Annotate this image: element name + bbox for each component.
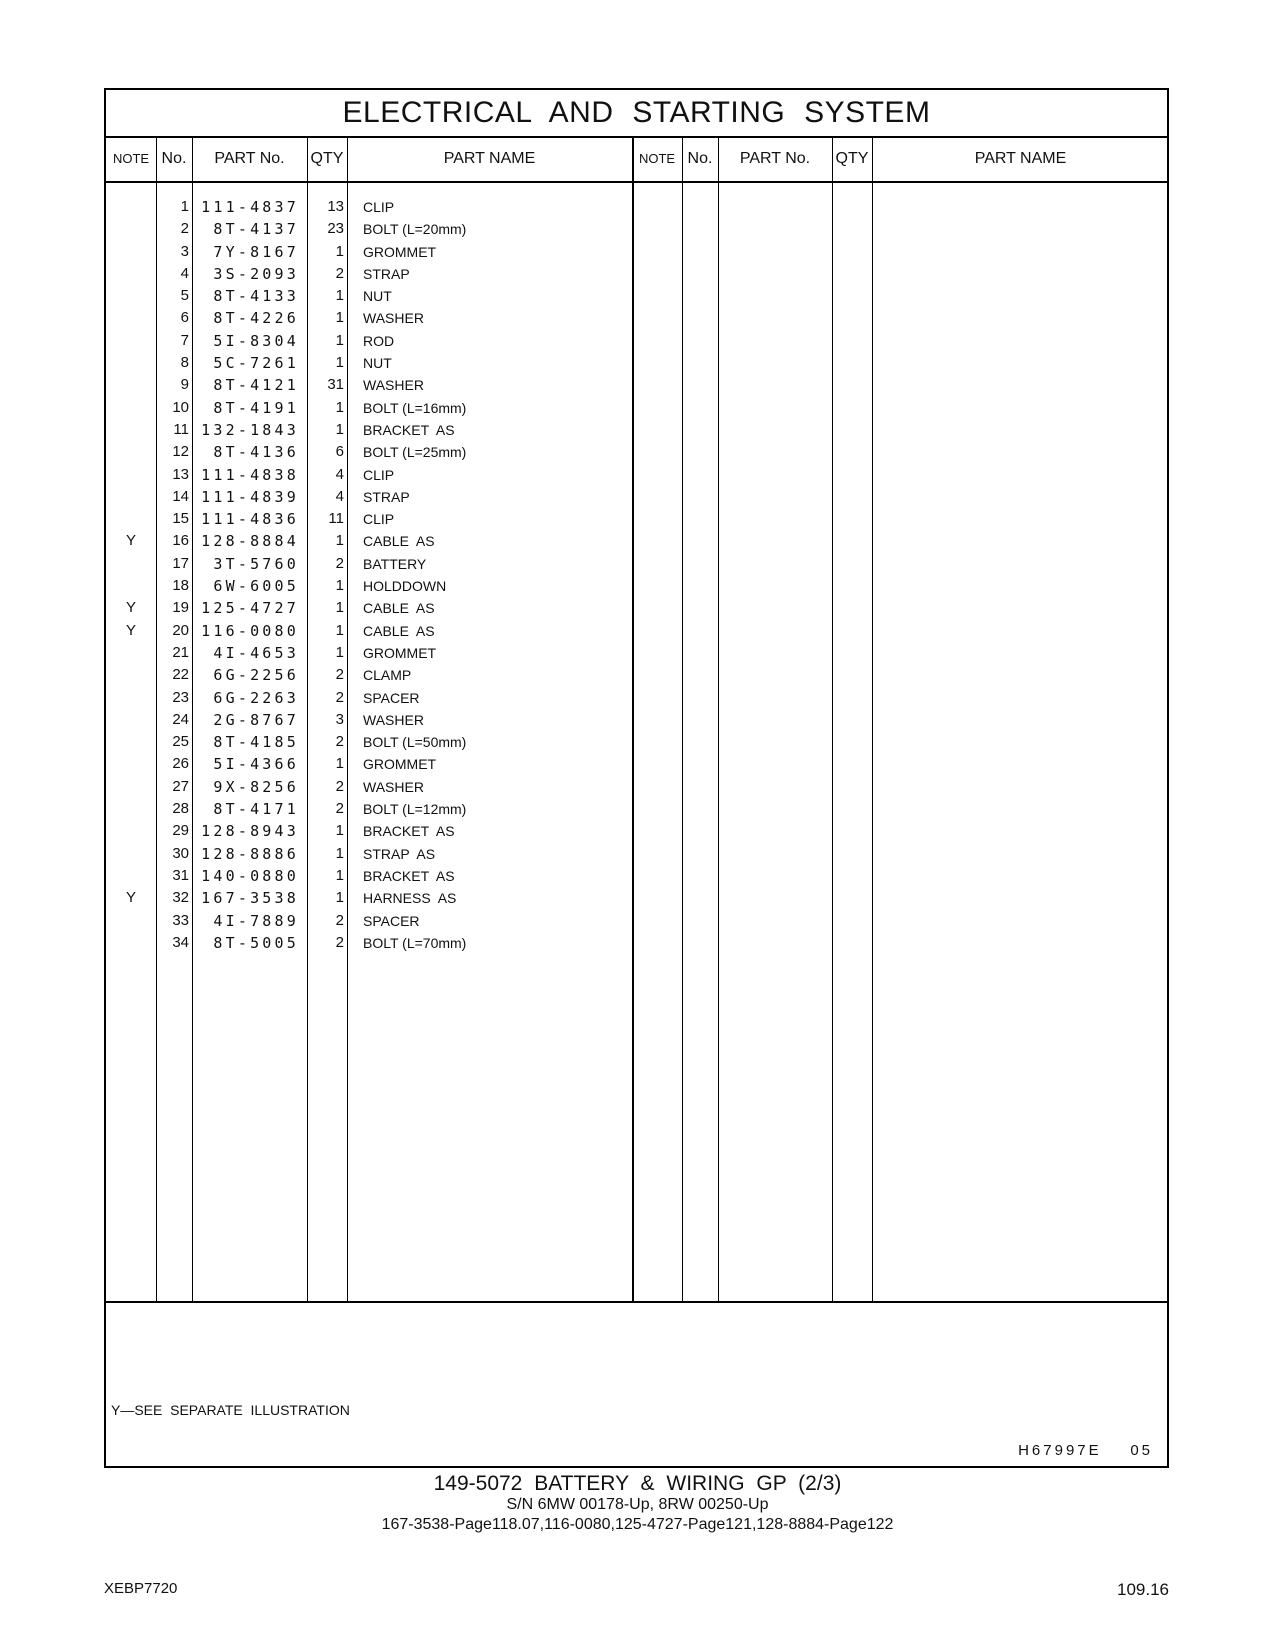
table-row (106, 575, 1167, 597)
table-row (106, 687, 1167, 709)
item-number-cell: 30 (172, 844, 189, 862)
item-number-cell: 5 (180, 287, 189, 305)
part-number-cell: 8T-4133 (213, 287, 299, 306)
table-row (106, 843, 1167, 865)
part-name-cell: WASHER (363, 778, 424, 795)
quantity-cell: 11 (328, 510, 344, 528)
item-number-cell: 6 (180, 309, 189, 327)
part-number-cell: 111-4838 (201, 465, 299, 484)
part-number-cell: 111-4839 (201, 487, 299, 506)
item-number-cell: 32 (172, 889, 189, 907)
footnote: Y—SEE SEPARATE ILLUSTRATION (111, 1402, 350, 1418)
part-name-cell: CABLE AS (363, 600, 435, 617)
part-name-cell: CLIP (363, 466, 395, 483)
quantity-cell: 1 (335, 577, 344, 595)
table-row (106, 241, 1167, 263)
header-note: NOTE (112, 151, 150, 166)
table-row (106, 865, 1167, 887)
page-references: 167-3538-Page118.07,116-0080,125-4727-Page121,128-8884-Page122 (381, 1516, 894, 1533)
table-row (106, 731, 1167, 753)
part-name-cell: NUT (363, 355, 392, 372)
header-divider (106, 181, 1167, 183)
part-number-cell: 5C-7261 (213, 354, 299, 373)
header-part-no-right: PART No. (739, 150, 811, 167)
parts-list-frame (104, 88, 1169, 1468)
part-number-cell: 125-4727 (201, 599, 299, 618)
quantity-cell: 1 (335, 844, 344, 862)
item-number-cell: 29 (172, 822, 189, 840)
part-number-cell: 8T-4191 (213, 398, 299, 417)
part-name-cell: ROD (363, 332, 395, 349)
table-row (106, 642, 1167, 664)
part-name-cell: CLAMP (363, 667, 412, 684)
quantity-cell: 1 (335, 755, 344, 773)
part-name-cell: BOLT (L=50mm) (363, 734, 467, 751)
part-name-cell: BOLT (L=70mm) (363, 934, 467, 951)
part-name-cell: WASHER (363, 310, 424, 327)
part-number-cell: 9X-8256 (213, 777, 299, 796)
table-row (106, 486, 1167, 508)
quantity-cell: 1 (335, 287, 344, 305)
part-number-cell: 116-0080 (201, 621, 299, 640)
table-row (106, 910, 1167, 932)
part-number-cell: 5I-8304 (213, 331, 299, 350)
part-number-cell: 6G-2256 (213, 666, 299, 685)
part-name-cell: GROMMET (363, 644, 437, 661)
item-number-cell: 13 (172, 465, 189, 483)
item-number-cell: 9 (180, 376, 189, 394)
note-cell: Y (125, 599, 136, 617)
item-number-cell: 27 (172, 777, 189, 795)
table-row (106, 285, 1167, 307)
quantity-cell: 2 (335, 733, 344, 751)
quantity-cell: 4 (335, 487, 344, 505)
item-number-cell: 14 (172, 487, 189, 505)
item-number-cell: 33 (172, 911, 189, 929)
part-name-cell: STRAP AS (363, 845, 436, 862)
part-name-cell: STRAP (363, 265, 410, 282)
header-no-right: No. (687, 150, 713, 167)
part-name-cell: WASHER (363, 377, 424, 394)
quantity-cell: 1 (335, 242, 344, 260)
footer-divider (106, 1301, 1167, 1303)
table-row (106, 307, 1167, 329)
table-row (106, 218, 1167, 240)
header-qty-right: QTY (835, 150, 869, 167)
item-number-cell: 11 (173, 420, 189, 438)
part-name-cell: CABLE AS (363, 533, 435, 550)
quantity-cell: 2 (335, 264, 344, 282)
part-name-cell: BOLT (L=16mm) (363, 399, 467, 416)
drawing-code: H67997E 05 (1018, 1442, 1153, 1459)
item-number-cell: 4 (180, 264, 189, 282)
item-number-cell: 26 (172, 755, 189, 773)
table-row (106, 932, 1167, 954)
quantity-cell: 2 (335, 554, 344, 572)
part-number-cell: 111-4837 (201, 198, 299, 216)
quantity-cell: 1 (335, 398, 344, 416)
table-row (106, 419, 1167, 441)
quantity-cell: 1 (335, 420, 344, 438)
item-number-cell: 7 (180, 331, 189, 349)
item-number-cell: 28 (172, 800, 189, 818)
quantity-cell: 2 (335, 911, 344, 929)
part-number-cell: 3T-5760 (213, 554, 299, 573)
part-number-cell: 8T-4226 (213, 309, 299, 328)
item-number-cell: 12 (172, 443, 189, 461)
table-row (106, 553, 1167, 575)
quantity-cell: 1 (335, 889, 344, 907)
part-name-cell: SPACER (363, 912, 420, 929)
quantity-cell: 3 (335, 710, 344, 728)
part-number-cell: 128-8943 (201, 822, 299, 841)
quantity-cell: 1 (335, 309, 344, 327)
item-number-cell: 25 (172, 733, 189, 751)
quantity-cell: 2 (335, 933, 344, 951)
table-row (106, 664, 1167, 686)
part-name-cell: NUT (363, 288, 392, 305)
parts-table (106, 196, 1167, 954)
table-row (106, 374, 1167, 396)
quantity-cell: 1 (335, 331, 344, 349)
item-number-cell: 18 (172, 577, 189, 595)
quantity-cell: 1 (335, 866, 344, 884)
quantity-cell: 2 (335, 666, 344, 684)
item-number-cell: 21 (172, 643, 189, 661)
table-row (106, 464, 1167, 486)
item-number-cell: 10 (172, 398, 189, 416)
item-number-cell: 15 (172, 510, 189, 528)
table-row (106, 597, 1167, 619)
table-row (106, 798, 1167, 820)
part-number-cell: 8T-4136 (213, 443, 299, 462)
item-number-cell: 22 (172, 666, 189, 684)
table-row (106, 753, 1167, 775)
part-number-cell: 7Y-8167 (213, 242, 299, 261)
quantity-cell: 1 (335, 532, 344, 550)
part-number-cell: 2G-8767 (213, 710, 299, 729)
page-title: ELECTRICAL AND STARTING SYSTEM (106, 90, 1167, 138)
part-number-cell: 140-0880 (201, 866, 299, 885)
part-name-cell: BATTERY (363, 555, 427, 572)
part-number-cell: 132-1843 (201, 420, 299, 439)
serial-range: S/N 6MW 00178-Up, 8RW 00250-Up (506, 1496, 769, 1513)
note-cell: Y (125, 621, 136, 639)
item-number-cell: 17 (172, 554, 189, 572)
part-name-cell: STRAP (363, 488, 410, 505)
part-number-cell: 4I-4653 (213, 643, 299, 662)
header-qty: QTY (310, 150, 344, 167)
part-number-cell: 128-8884 (201, 532, 299, 551)
quantity-cell: 6 (335, 443, 344, 461)
item-number-cell: 3 (180, 242, 189, 260)
part-number-cell: 8T-4185 (213, 733, 299, 752)
item-number-cell: 34 (172, 933, 189, 951)
table-row (106, 620, 1167, 642)
item-number-cell: 2 (180, 220, 189, 238)
note-cell: Y (125, 532, 136, 550)
part-number-cell: 3S-2093 (213, 264, 299, 283)
header-part-name: PART NAME (443, 150, 536, 167)
part-name-cell: BOLT (L=20mm) (363, 221, 467, 238)
table-row (106, 441, 1167, 463)
table-row (106, 330, 1167, 352)
document-id: XEBP7720 (104, 1580, 178, 1597)
header-no: No. (161, 150, 187, 167)
part-name-cell: GROMMET (363, 243, 437, 260)
item-number-cell: 19 (172, 599, 189, 617)
part-name-cell: BOLT (L=25mm) (363, 444, 467, 461)
table-row (106, 263, 1167, 285)
table-row (106, 397, 1167, 419)
header-part-name-right: PART NAME (974, 150, 1067, 167)
part-name-cell: WASHER (363, 711, 424, 728)
quantity-cell: 2 (335, 777, 344, 795)
part-name-cell: CLIP (363, 511, 395, 528)
item-number-cell: 24 (172, 710, 189, 728)
part-name-cell: CLIP (363, 199, 395, 215)
part-number-cell: 8T-5005 (213, 933, 299, 952)
part-name-cell: BRACKET AS (363, 867, 455, 884)
part-number-cell: 128-8886 (201, 844, 299, 863)
part-name-cell: GROMMET (363, 756, 437, 773)
table-row (106, 709, 1167, 731)
header-part-no: PART No. (214, 150, 285, 167)
part-name-cell: CABLE AS (363, 622, 435, 639)
part-number-cell: 6G-2263 (213, 688, 299, 707)
part-number-cell: 111-4836 (201, 510, 299, 529)
part-name-cell: BRACKET AS (363, 421, 455, 438)
quantity-cell: 31 (327, 376, 344, 394)
table-row (106, 508, 1167, 530)
table-row (106, 820, 1167, 842)
table-row (106, 352, 1167, 374)
part-number-cell: 8T-4121 (213, 376, 299, 395)
item-number-cell: 20 (172, 621, 189, 639)
part-number-cell: 8T-4137 (213, 220, 299, 239)
table-row (106, 530, 1167, 552)
item-number-cell: 31 (172, 866, 189, 884)
note-cell: Y (125, 889, 136, 907)
header-note-right: NOTE (638, 151, 676, 166)
part-number-cell: 6W-6005 (213, 577, 299, 596)
part-name-cell: BRACKET AS (363, 823, 455, 840)
part-name-cell: BOLT (L=12mm) (363, 801, 467, 818)
group-title: 149-5072 BATTERY & WIRING GP (2/3) (433, 1472, 842, 1495)
quantity-cell: 2 (335, 800, 344, 818)
quantity-cell: 1 (335, 643, 344, 661)
quantity-cell: 23 (327, 220, 344, 238)
table-row (106, 776, 1167, 798)
quantity-cell: 1 (335, 354, 344, 372)
part-name-cell: HARNESS AS (363, 890, 457, 907)
quantity-cell: 1 (335, 822, 344, 840)
quantity-cell: 2 (335, 688, 344, 706)
quantity-cell: 1 (335, 599, 344, 617)
part-number-cell: 4I-7889 (213, 911, 299, 930)
item-number-cell: 1 (180, 198, 189, 215)
table-row (106, 196, 1167, 218)
part-name-cell: SPACER (363, 689, 420, 706)
table-row (106, 887, 1167, 909)
quantity-cell: 13 (327, 198, 344, 215)
item-number-cell: 8 (180, 354, 189, 372)
part-number-cell: 5I-4366 (213, 755, 299, 774)
item-number-cell: 16 (172, 532, 189, 550)
quantity-cell: 4 (335, 465, 344, 483)
quantity-cell: 1 (335, 621, 344, 639)
part-number-cell: 167-3538 (201, 889, 299, 908)
part-number-cell: 8T-4171 (213, 800, 299, 819)
item-number-cell: 23 (172, 688, 189, 706)
part-name-cell: HOLDDOWN (363, 578, 447, 595)
page-number: 109.16 (1117, 1580, 1169, 1599)
